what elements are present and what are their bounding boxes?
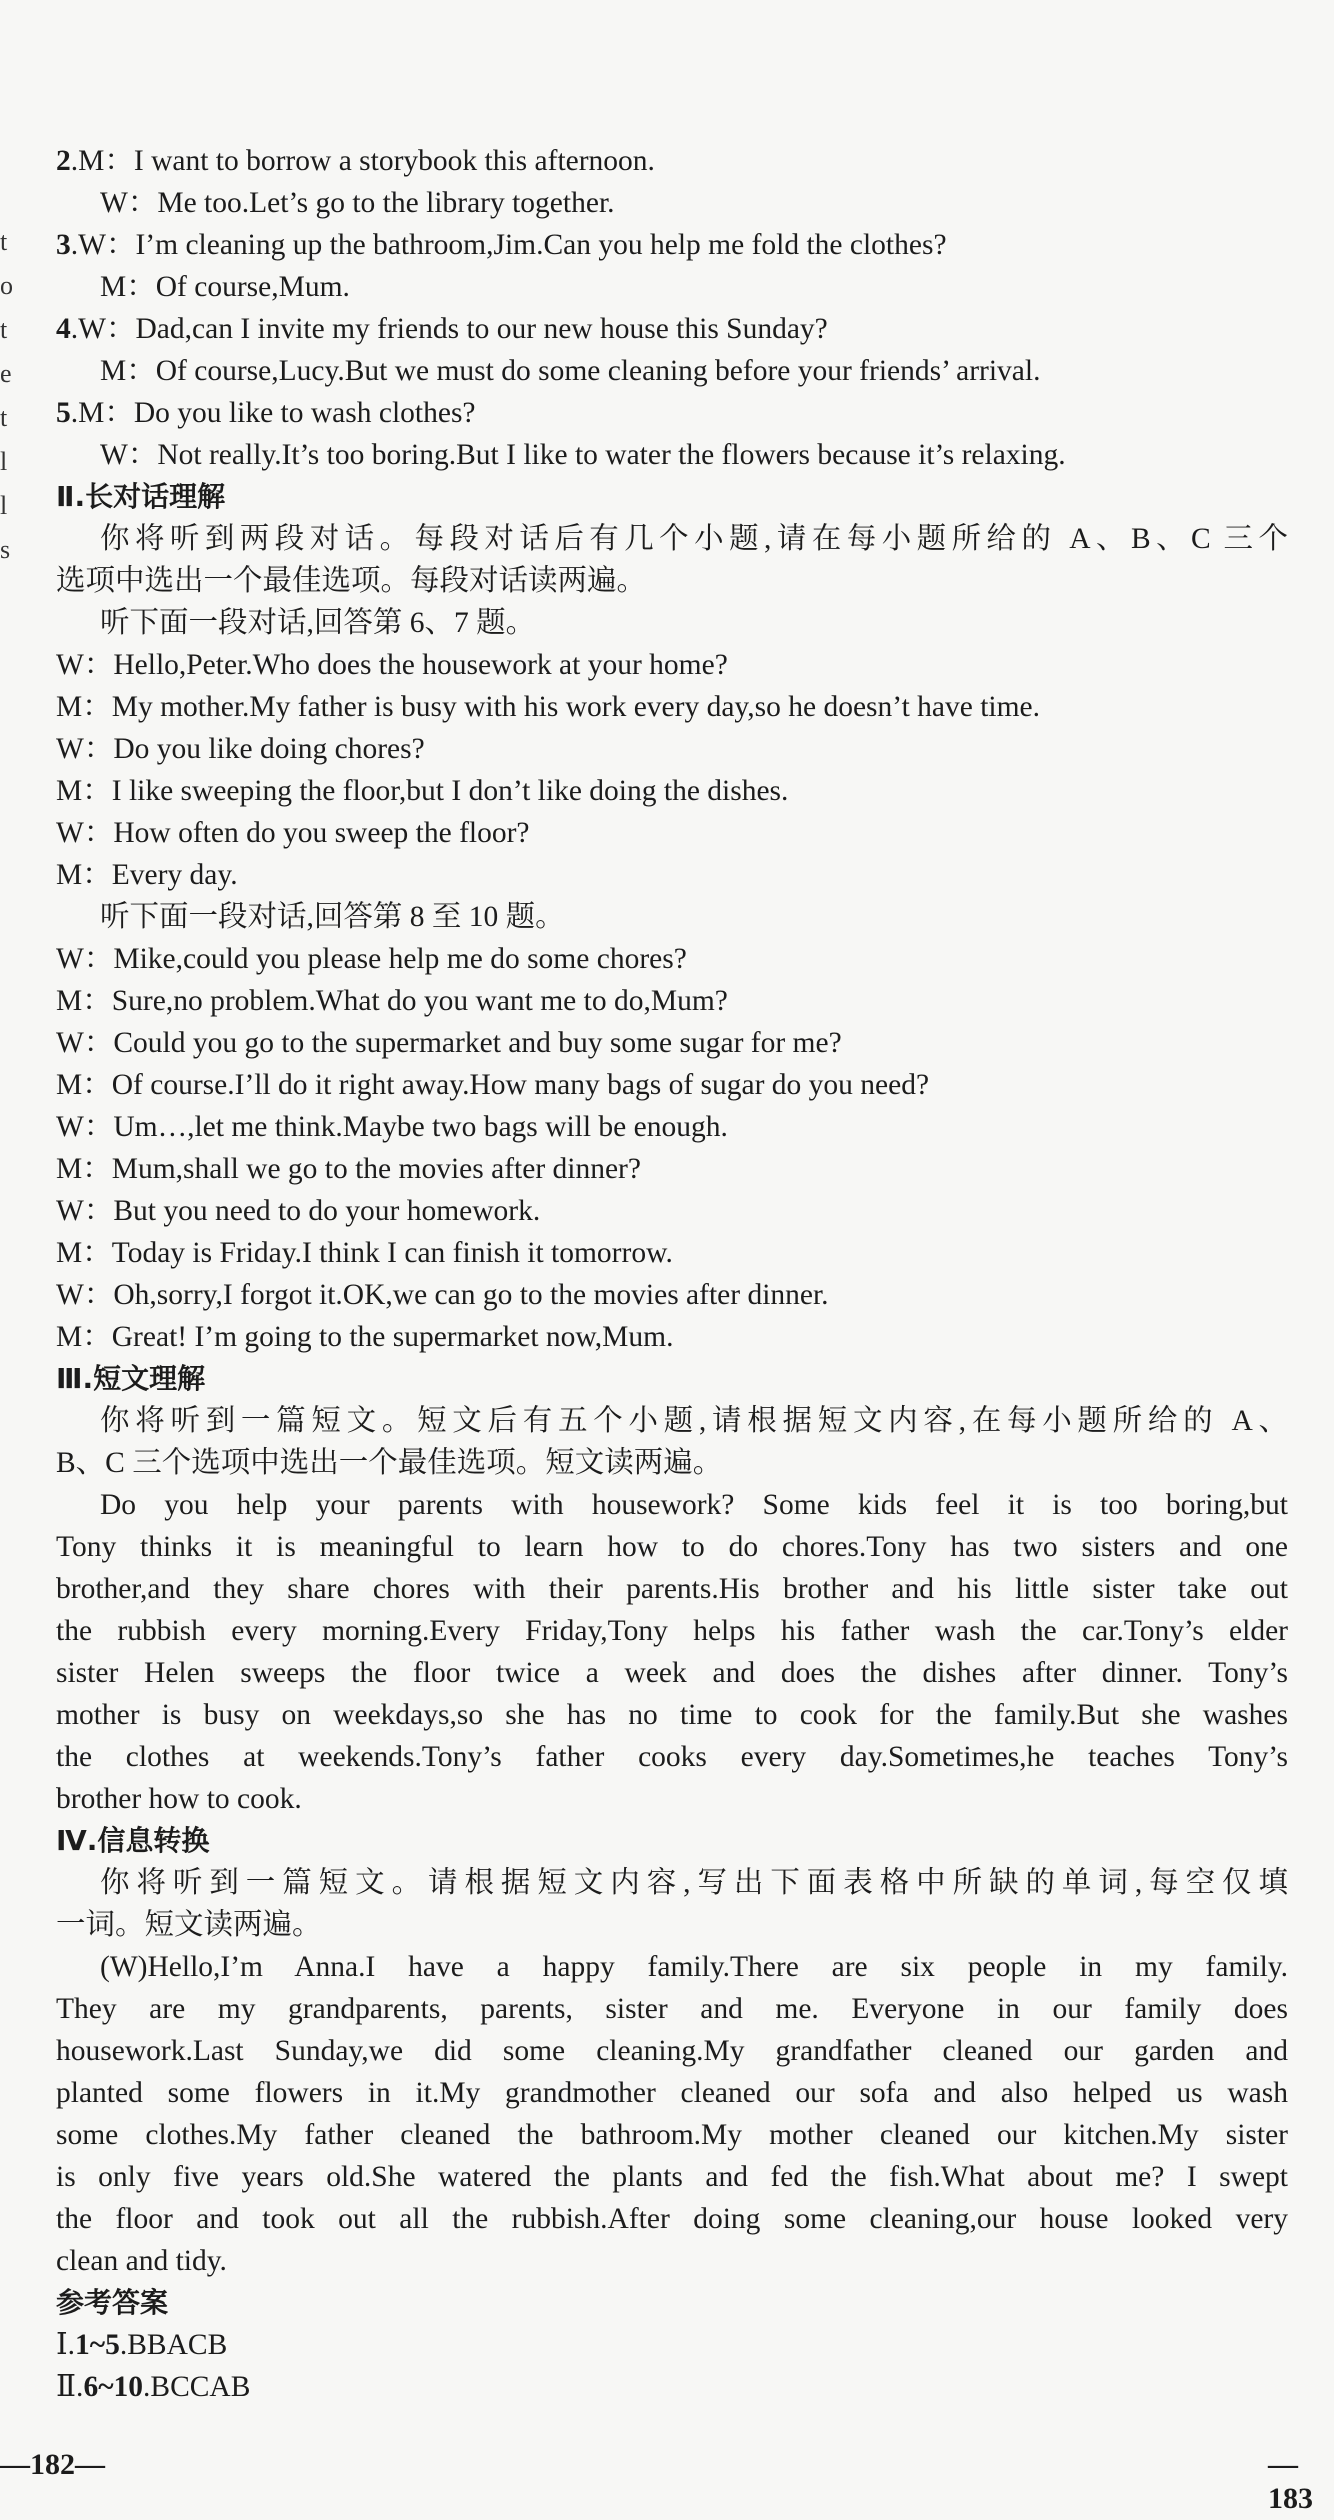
passage-line: brother how to cook. bbox=[56, 1783, 302, 1815]
speaker: M bbox=[56, 1153, 83, 1185]
dialogues-part1 bbox=[56, 140, 1288, 476]
dialogue-line bbox=[56, 686, 1288, 728]
speaker: M bbox=[56, 1321, 83, 1353]
passage-line: clean and tidy. bbox=[56, 2245, 227, 2277]
passage-line: planted some flowers in it.My grandmother cleaned our sofa and also helped us wash bbox=[56, 2077, 1288, 2109]
dialogue-line bbox=[56, 728, 1288, 770]
answers-heading: 参考答案 bbox=[56, 2286, 169, 2319]
dialogue-line bbox=[56, 140, 1288, 182]
utterance: But you need to do your homework. bbox=[113, 1195, 541, 1227]
dialog bbox=[56, 644, 1288, 896]
speaker: M bbox=[56, 1237, 83, 1269]
answer-row bbox=[56, 2366, 1288, 2408]
passage-line: sister Helen sweeps the floor twice a week and does the dishes after dinner. Tony’s bbox=[56, 1657, 1288, 1689]
section-intro: 一词。短文读两遍。 bbox=[56, 1909, 322, 1941]
speaker: M bbox=[56, 775, 83, 807]
dialogue-line bbox=[56, 1064, 1288, 1106]
colon: ： bbox=[82, 859, 112, 891]
answer-prefix: Ⅰ. bbox=[56, 2329, 76, 2361]
speaker: M bbox=[56, 1069, 83, 1101]
colon: ： bbox=[82, 775, 112, 807]
speaker: W bbox=[56, 1027, 84, 1059]
speaker: M bbox=[100, 355, 127, 387]
utterance: Me too.Let’s go to the library together. bbox=[157, 187, 615, 219]
item-number: 5 bbox=[56, 397, 71, 429]
answer-range: 6~10 bbox=[83, 2371, 144, 2403]
utterance: I like sweeping the floor,but I don’t like doing the dishes. bbox=[111, 775, 789, 807]
utterance: Sure,no problem.What do you want me to do,Mum? bbox=[111, 985, 728, 1017]
utterance: Of course,Lucy.But we must do some cleaning before your friends’ arrival. bbox=[155, 355, 1041, 387]
utterance: Dad,can I invite my friends to our new house this Sunday? bbox=[135, 313, 828, 345]
edge-letter: l bbox=[0, 447, 8, 476]
dialogue-line bbox=[56, 770, 1288, 812]
colon: ： bbox=[83, 733, 114, 765]
passage-line: mother is busy on weekdays,so she has no time to cook for the family.But she washes bbox=[56, 1699, 1288, 1731]
colon: ： bbox=[83, 649, 114, 681]
dialogue-line bbox=[56, 350, 1288, 392]
passage-line: They are my grandparents, parents, sister and me. Everyone in our family does bbox=[56, 1993, 1288, 2025]
speaker: M bbox=[56, 691, 83, 723]
section-intro: 你将听到一篇短文。短文后有五个小题,请根据短文内容,在每小题所给的 A、 bbox=[100, 1405, 1288, 1437]
section-intro: 你将听到两段对话。每段对话后有几个小题,请在每小题所给的 A、B、C 三个 bbox=[100, 523, 1288, 555]
dialog-intro: 听下面一段对话,回答第 8 至 10 题。 bbox=[100, 901, 565, 933]
colon: ： bbox=[104, 145, 134, 177]
speaker: M bbox=[78, 397, 105, 429]
item-number-dot: . bbox=[70, 145, 79, 177]
dialogue-line bbox=[56, 644, 1288, 686]
edge-letter: s bbox=[0, 535, 11, 564]
answer-value: .BCCAB bbox=[143, 2371, 251, 2403]
dialogue-line bbox=[56, 980, 1288, 1022]
utterance: Hello,Peter.Who does the housework at your home? bbox=[113, 649, 728, 681]
item-number-dot: . bbox=[70, 397, 79, 429]
colon: ： bbox=[105, 313, 136, 345]
colon: ： bbox=[127, 187, 158, 219]
speaker: W bbox=[56, 817, 84, 849]
dialogue-line bbox=[56, 1274, 1288, 1316]
dialogue-line bbox=[56, 224, 1288, 266]
colon: ： bbox=[104, 397, 134, 429]
dialogue-line bbox=[56, 392, 1288, 434]
utterance: My mother.My father is busy with his work every day,so he doesn’t have time. bbox=[111, 691, 1041, 723]
speaker: W bbox=[100, 187, 128, 219]
page-number-left: —182— bbox=[0, 2448, 105, 2481]
dialogue-line bbox=[56, 266, 1288, 308]
speaker: M bbox=[100, 271, 127, 303]
dialogue-line bbox=[56, 308, 1288, 350]
speaker: W bbox=[56, 1111, 84, 1143]
utterance: Do you like to wash clothes? bbox=[133, 397, 476, 429]
dialogue-line bbox=[56, 1232, 1288, 1274]
speaker: W bbox=[56, 733, 84, 765]
passage-line: Do you help your parents with housework? Some kids feel it is too boring,but bbox=[100, 1489, 1288, 1521]
utterance: Of course,Mum. bbox=[155, 271, 350, 303]
adjacent-page-edge bbox=[0, 220, 14, 1320]
colon: ： bbox=[105, 229, 136, 261]
passage-line: some clothes.My father cleaned the bathroom.My mother cleaned our kitchen.My sister bbox=[56, 2119, 1288, 2151]
item-number-dot: . bbox=[70, 313, 79, 345]
speaker: W bbox=[78, 229, 106, 261]
passage-line: the floor and took out all the rubbish.After doing some cleaning,our house looked very bbox=[56, 2203, 1288, 2235]
passage-line: is only five years old.She watered the plants and fed the fish.What about me? I swept bbox=[56, 2161, 1288, 2193]
item-number: 2 bbox=[56, 145, 71, 177]
page-number-right: —183 bbox=[1268, 2448, 1313, 2515]
utterance: Not really.It’s too boring.But I like to water the flowers because it’s relaxing. bbox=[157, 439, 1066, 471]
colon: ： bbox=[82, 985, 112, 1017]
edge-letter: l bbox=[0, 491, 8, 520]
colon: ： bbox=[126, 355, 156, 387]
colon: ： bbox=[83, 817, 114, 849]
colon: ： bbox=[127, 439, 158, 471]
utterance: Mike,could you please help me do some chores? bbox=[113, 943, 687, 975]
edge-letter: t bbox=[0, 403, 8, 432]
colon: ： bbox=[82, 1237, 112, 1269]
colon: ： bbox=[83, 1027, 114, 1059]
utterance: Oh,sorry,I forgot it.OK,we can go to the movies after dinner. bbox=[113, 1279, 829, 1311]
utterance: Could you go to the supermarket and buy some sugar for me? bbox=[113, 1027, 842, 1059]
item-number: 3 bbox=[56, 229, 71, 261]
utterance: Great! I’m going to the supermarket now,Mum. bbox=[111, 1321, 674, 1353]
item-number: 4 bbox=[56, 313, 71, 345]
answer-prefix: Ⅱ. bbox=[56, 2371, 84, 2403]
speaker: W bbox=[78, 313, 106, 345]
edge-letter: e bbox=[0, 359, 12, 388]
speaker: M bbox=[56, 985, 83, 1017]
colon: ： bbox=[82, 1069, 112, 1101]
dialogue-line bbox=[56, 1106, 1288, 1148]
section-heading: Ⅲ.短文理解 bbox=[56, 1362, 206, 1395]
dialogue-line bbox=[56, 1022, 1288, 1064]
answer-row bbox=[56, 2324, 1288, 2366]
utterance: Every day. bbox=[111, 859, 238, 891]
speaker: W bbox=[56, 1195, 84, 1227]
section-heading: Ⅳ.信息转换 bbox=[56, 1824, 210, 1857]
colon: ： bbox=[83, 1111, 114, 1143]
colon: ： bbox=[82, 1153, 112, 1185]
dialogue-line bbox=[56, 854, 1288, 896]
dialogue-line bbox=[56, 1190, 1288, 1232]
utterance: Today is Friday.I think I can finish it tomorrow. bbox=[111, 1237, 673, 1269]
section-heading: Ⅱ.长对话理解 bbox=[56, 480, 226, 513]
colon: ： bbox=[82, 1321, 112, 1353]
speaker: W bbox=[56, 1279, 84, 1311]
section-intro: 你将听到一篇短文。请根据短文内容,写出下面表格中所缺的单词,每空仅填 bbox=[100, 1867, 1288, 1899]
dialog bbox=[56, 938, 1288, 1358]
utterance: How often do you sweep the floor? bbox=[113, 817, 530, 849]
passage bbox=[56, 1484, 1288, 1820]
content bbox=[56, 140, 1288, 2408]
colon: ： bbox=[83, 1279, 114, 1311]
dialogue-line bbox=[56, 1316, 1288, 1358]
colon: ： bbox=[126, 271, 156, 303]
colon: ： bbox=[82, 691, 112, 723]
section-intro: 选项中选出一个最佳选项。每段对话读两遍。 bbox=[56, 565, 647, 597]
colon: ： bbox=[83, 1195, 114, 1227]
dialog-intro: 听下面一段对话,回答第 6、7 题。 bbox=[100, 607, 536, 639]
section-intro: B、C 三个选项中选出一个最佳选项。短文读两遍。 bbox=[56, 1447, 723, 1479]
passage-line: (W)Hello,I’m Anna.I have a happy family.There are six people in my family. bbox=[100, 1951, 1288, 1983]
passage-line: Tony thinks it is meaningful to learn how to do chores.Tony has two sisters and one bbox=[56, 1531, 1288, 1563]
dialogue-line bbox=[56, 182, 1288, 224]
speaker: W bbox=[100, 439, 128, 471]
passage-line: the rubbish every morning.Every Friday,Tony helps his father wash the car.Tony’s elder bbox=[56, 1615, 1288, 1647]
speaker: M bbox=[78, 145, 105, 177]
passage-line: brother,and they share chores with their parents.His brother and his little sister take out bbox=[56, 1573, 1288, 1605]
item-number-dot: . bbox=[70, 229, 79, 261]
speaker: W bbox=[56, 649, 84, 681]
edge-letter: t bbox=[0, 315, 8, 344]
passage-line: the clothes at weekends.Tony’s father cooks every day.Sometimes,he teaches Tony’s bbox=[56, 1741, 1288, 1773]
utterance: Of course.I’ll do it right away.How many bags of sugar do you need? bbox=[111, 1069, 930, 1101]
answer-range: 1~5 bbox=[75, 2329, 120, 2361]
speaker: W bbox=[56, 943, 84, 975]
dialogue-line bbox=[56, 434, 1288, 476]
dialogue-line bbox=[56, 1148, 1288, 1190]
edge-letter: t bbox=[0, 227, 8, 256]
utterance: Mum,shall we go to the movies after dinner? bbox=[111, 1153, 641, 1185]
utterance: Do you like doing chores? bbox=[113, 733, 425, 765]
passage bbox=[56, 1946, 1288, 2282]
dialogue-line bbox=[56, 938, 1288, 980]
utterance: I’m cleaning up the bathroom,Jim.Can you help me fold the clothes? bbox=[135, 229, 947, 261]
utterance: Um…,let me think.Maybe two bags will be enough. bbox=[113, 1111, 728, 1143]
utterance: I want to borrow a storybook this afternoon. bbox=[133, 145, 655, 177]
colon: ： bbox=[83, 943, 114, 975]
dialogue-line bbox=[56, 812, 1288, 854]
answer-value: .BBACB bbox=[119, 2329, 228, 2361]
answers bbox=[56, 2324, 1288, 2408]
speaker: M bbox=[56, 859, 83, 891]
edge-letter: o bbox=[0, 271, 13, 300]
passage-line: housework.Last Sunday,we did some cleaning.My grandfather cleaned our garden and bbox=[56, 2035, 1288, 2067]
